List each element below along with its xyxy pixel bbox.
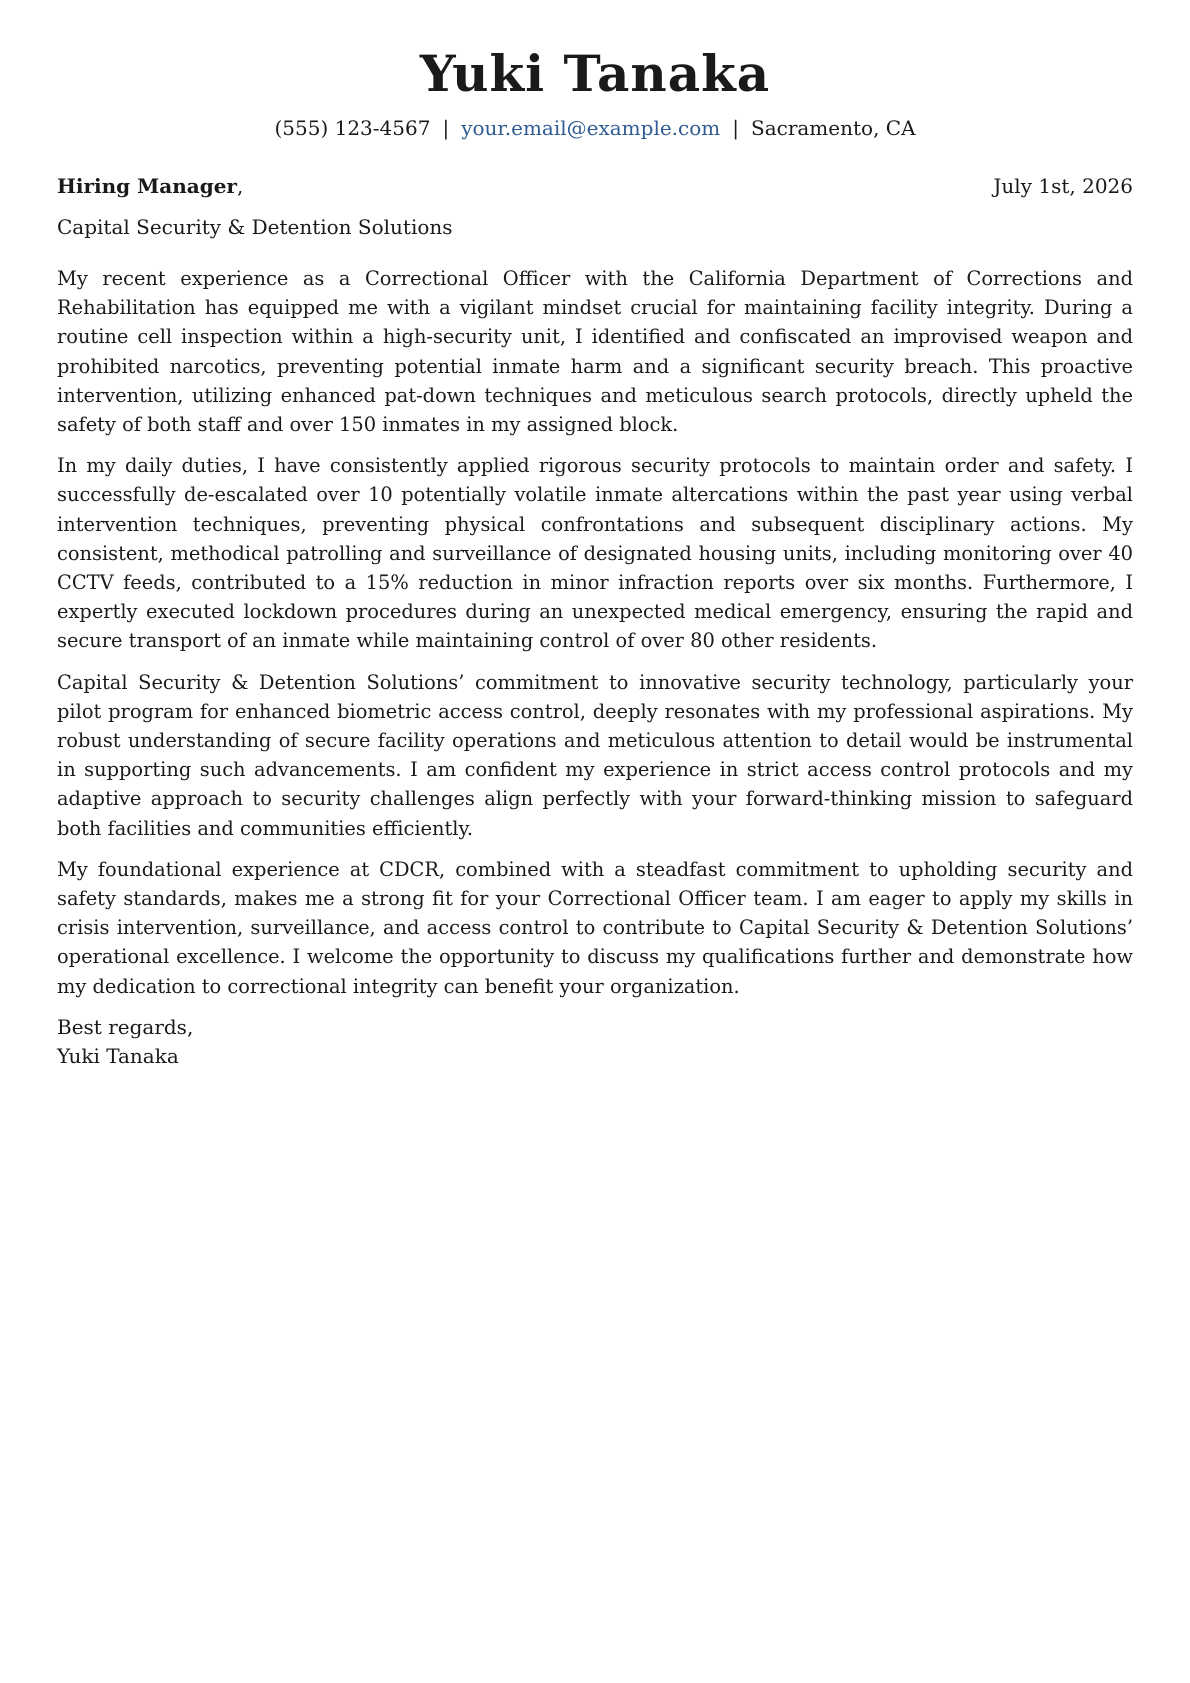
contact-separator: |	[442, 116, 450, 140]
recipient-name: Hiring Manager	[57, 174, 237, 198]
letter-date: July 1st, 2026	[993, 174, 1133, 198]
body-paragraph: My foundational experience at CDCR, combined with a steadfast commitment to upholding security and safety standards, makes me a strong fit for your Correctional Officer team. I am eager to apply my skills in crisis intervention, surveillance, and access control to contribute to Capital Security & Detention Solutions’ operational excellence. I welcome the opportunity to discuss my qualifications further and demonstrate how my dedication to correctional integrity can benefit your organization.	[57, 857, 1133, 998]
closing-signature: Yuki Tanaka	[57, 1043, 179, 1068]
recipient-suffix: ,	[236, 174, 244, 198]
contact-line	[57, 114, 1133, 142]
location: Sacramento, CA	[751, 116, 916, 140]
body-paragraph: In my daily duties, I have consistently applied rigorous security protocols to maintain order and safety. I successfully de-escalated over 10 potentially volatile inmate altercations within the past year using verbal intervention techniques, preventing physical confrontations and subsequent disciplinary actions. My consistent, methodical patrolling and surveillance of designated housing units, including monitoring over 40 CCTV feeds, contributed to a 15% reduction in minor infraction reports over six months. Furthermore, I expertly executed lockdown procedures during an unexpected medical emergency, ensuring the rapid and secure transport of an inmate while maintaining control of over 80 other residents.	[57, 454, 1133, 653]
body-paragraph: Capital Security & Detention Solutions’ commitment to innovative security technology, particularly your pilot program for enhanced biometric access control, deeply resonates with my professional aspirations. My robust understanding of secure facility operations and meticulous attention to detail would be instrumental in supporting such advancements. I am confident my experience in strict access control protocols and my adaptive approach to security challenges align perfectly with your forward-thinking mission to safeguard both facilities and communities efficiently.	[57, 670, 1133, 840]
closing-salutation: Best regards,	[57, 1014, 194, 1039]
email-link[interactable]: your.email@example.com	[461, 116, 721, 140]
body-paragraph: My recent experience as a Correctional Officer with the California Department of Corrections and Rehabilitation has equipped me with a vigilant mindset crucial for maintaining facility integrity. During a routine cell inspection within a high-security unit, I identified and confiscated an improvised weapon and prohibited narcotics, preventing potential inmate harm and a significant security breach. This proactive intervention, utilizing enhanced pat-down techniques and meticulous search protocols, directly upheld the safety of both staff and over 150 inmates in my assigned block.	[57, 267, 1133, 437]
phone-number: (555) 123-4567	[274, 116, 431, 140]
contact-separator: |	[732, 116, 739, 140]
recipient-company: Capital Security & Detention Solutions	[57, 215, 453, 239]
recipient-row	[57, 172, 1133, 200]
applicant-name: Yuki Tanaka	[419, 44, 771, 103]
letter-closing	[57, 1013, 1133, 1071]
recipient	[57, 172, 243, 200]
letter-body	[57, 264, 1133, 1001]
